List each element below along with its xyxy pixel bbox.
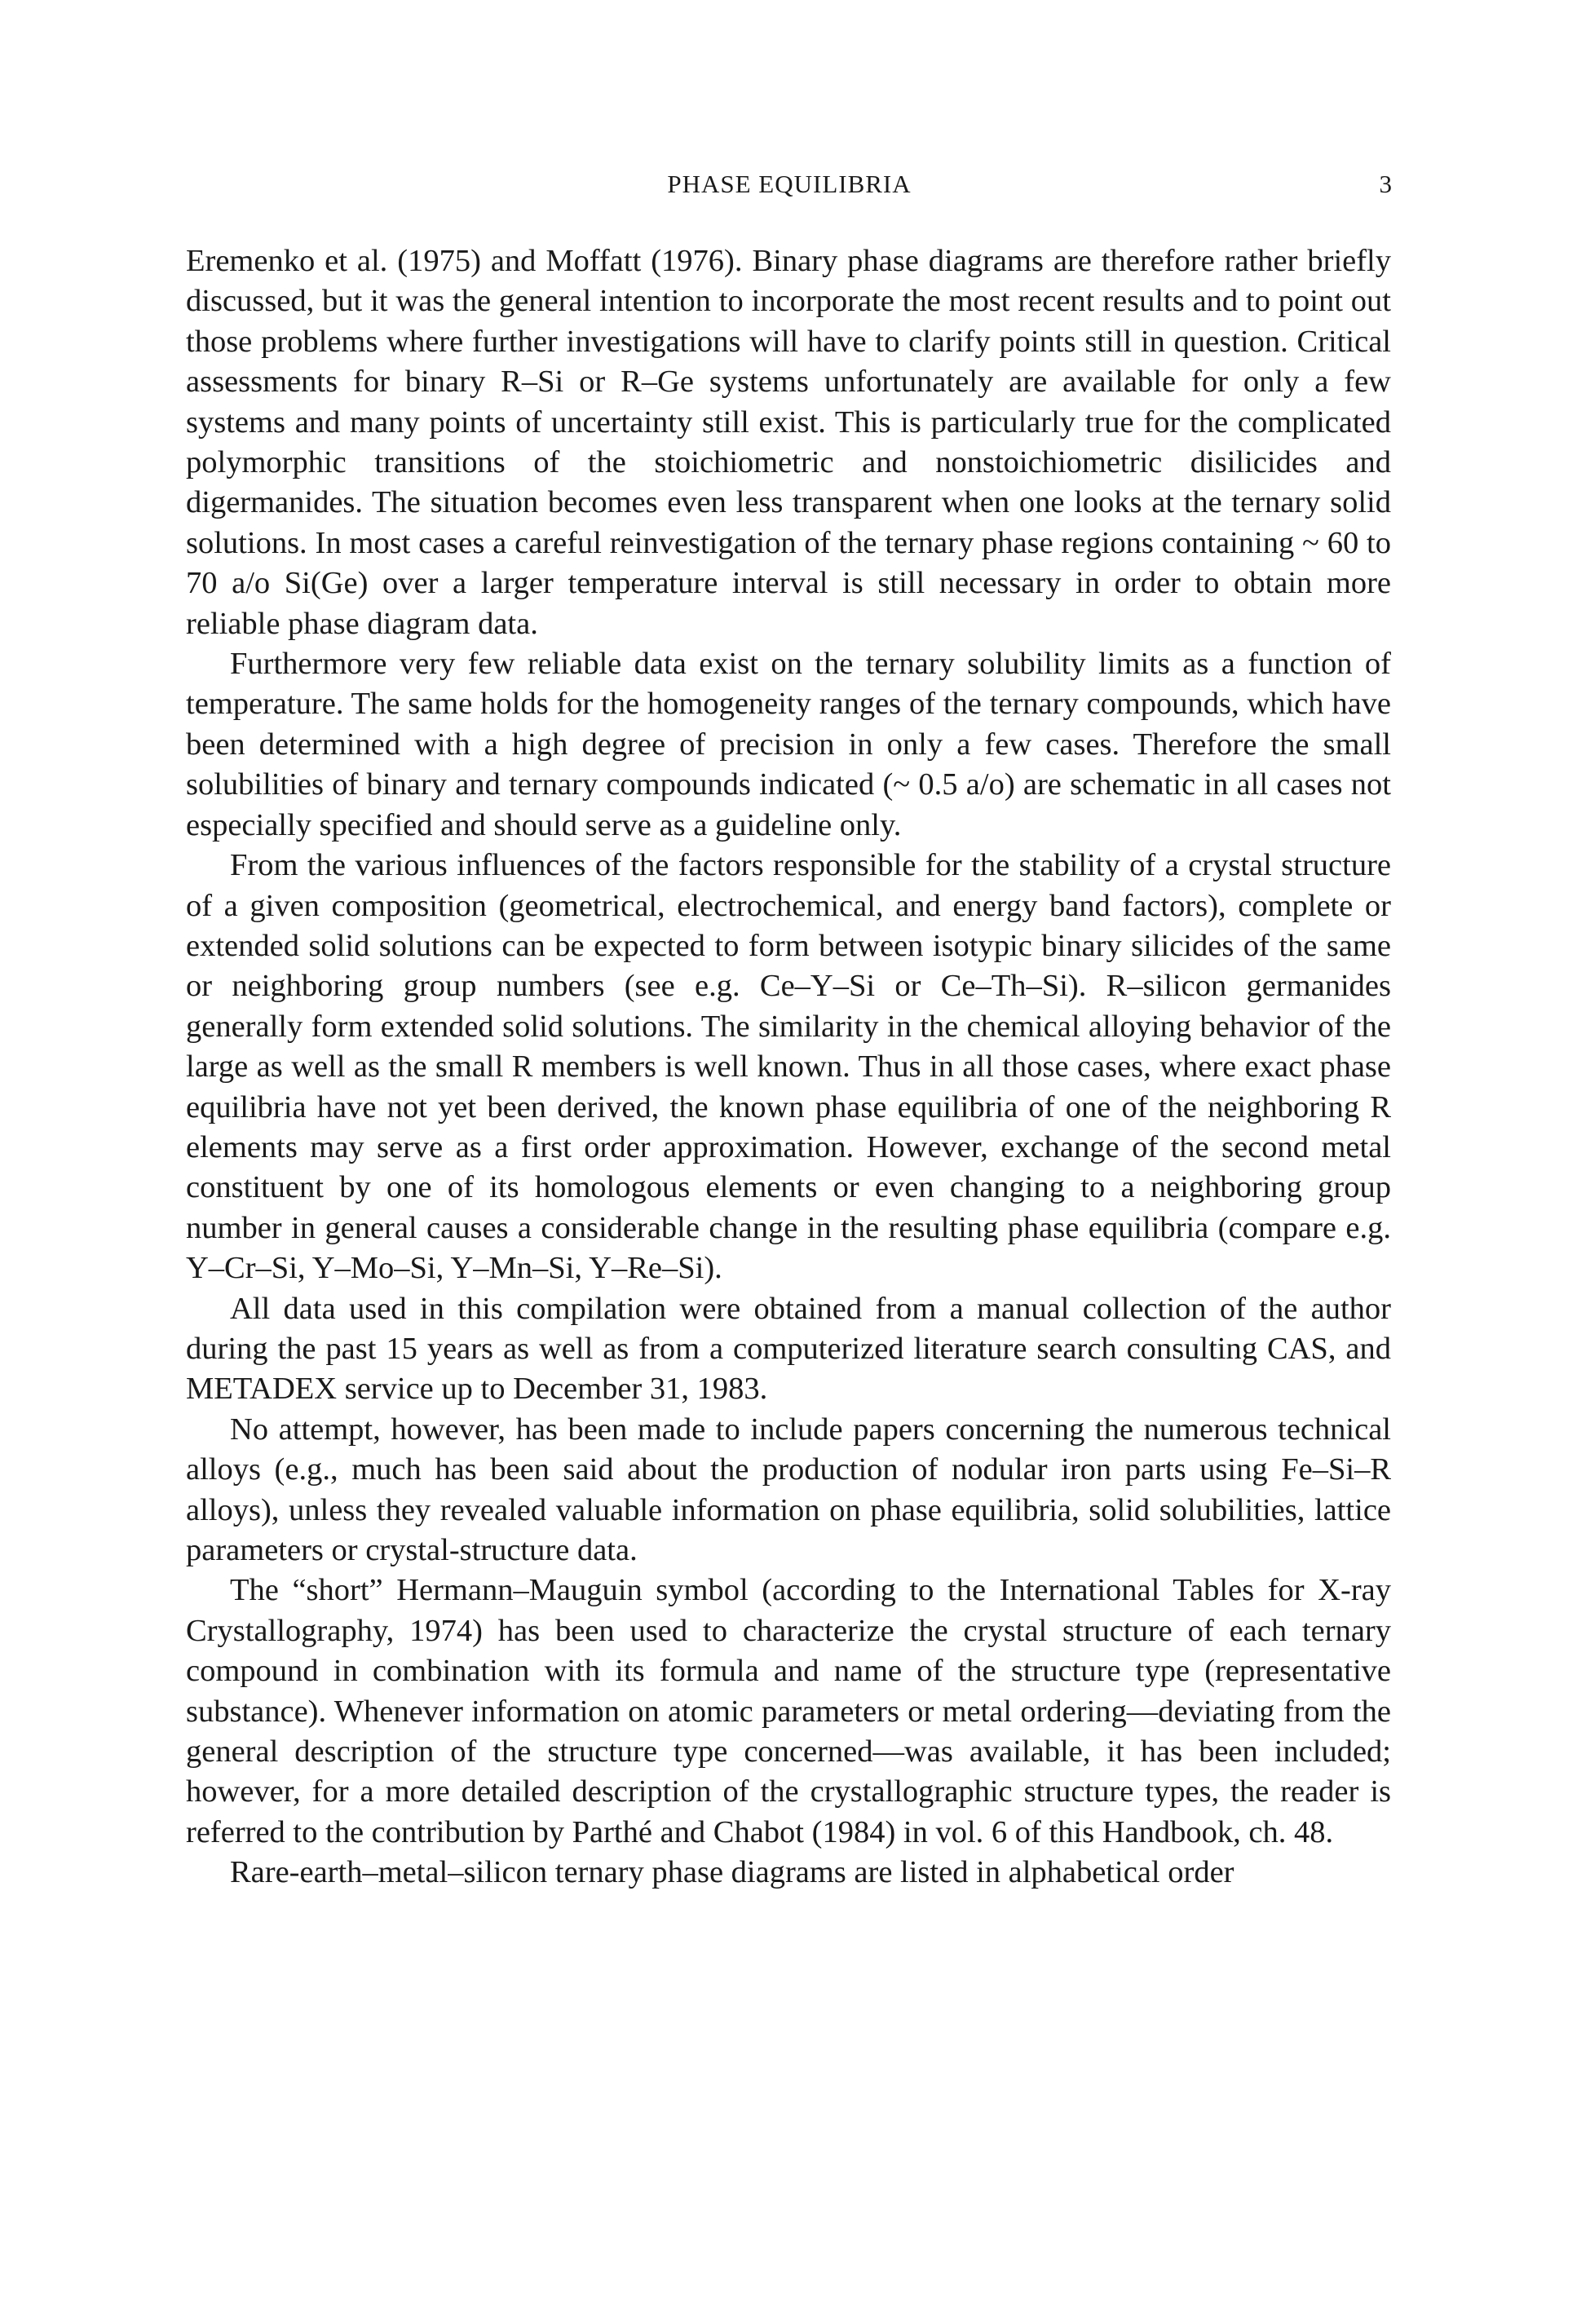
page-number: 3 — [1379, 170, 1393, 198]
paragraph: Furthermore very few reliable data exist on the ternary solubility limits as a function of temperature. The same holds for the homogeneity ranges of the ternary compounds, which have been determined with a high degree of precision in only a few cases. Therefore the small solubilities of binary and ternary compounds indicated (~ 0.5 a/o) are schematic in all cases not especially specified and should serve as a guideline only. — [186, 647, 1391, 842]
paragraph-continued: Eremenko et al. (1975) and Moffatt (1976). Binary phase diagrams are therefore rather briefly discussed, but it was the general intention to incorporate the most recent results and to point out those problems where further investigations will have to clarify points still in question. Critical assessments for binary R–Si or R–Ge systems unfortunately are available for only a few systems and many points of uncertainty still exist. This is particularly true for the complicated polymorphic transitions of the stoichiometric and nonstoichiometric disilicides and digermanides. The situation becomes even less transparent when one looks at the ternary solid solutions. In most cases a careful reinvestigation of the ternary phase regions containing ~ 60 to 70 a/o Si(Ge) over a larger temperature interval is still necessary in order to obtain more reliable phase diagram data. — [186, 244, 1391, 641]
paragraph-continues: Rare-earth–metal–silicon ternary phase diagrams are listed in alphabetical order — [230, 1855, 1234, 1890]
body-text — [186, 241, 1391, 1893]
paragraph: All data used in this compilation were obtained from a manual collection of the author during the past 15 years as well as from a computerized literature search consulting CAS, and METADEX service up to December 31, 1983. — [186, 1291, 1391, 1407]
paragraph: From the various influences of the factors responsible for the stability of a crystal structure of a given composition (geometrical, electrochemical, and energy band factors), complete or extended solid solutions can be expected to form between isotypic binary silicides of the same or neighboring group numbers (see e.g. Ce–Y–Si or Ce–Th–Si). R–silicon germanides generally form extended solid solutions. The similarity in the chemical alloying behavior of the large as well as the small R members is well known. Thus in all those cases, where exact phase equilibria have not yet been derived, the known phase equilibria of one of the neighboring R elements may serve as a first order approximation. However, exchange of the second metal constituent by one of its homologous elements or even changing to a neighboring group number in general causes a considerable change in the resulting phase equilibria (compare e.g. Y–Cr–Si, Y–Mo–Si, Y–Mn–Si, Y–Re–Si). — [186, 848, 1391, 1286]
running-title: PHASE EQUILIBRIA — [667, 170, 912, 198]
running-header — [186, 170, 1393, 205]
paragraph: No attempt, however, has been made to include papers concerning the numerous technical alloys (e.g., much has been said about the production of nodular iron parts using Fe–Si–R alloys), unless they revealed valuable information on phase equilibria, solid solubilities, lattice parameters or crystal-structure data. — [186, 1412, 1391, 1567]
paragraph: The “short” Hermann–Mauguin symbol (according to the International Tables for X-ray Crystallography, 1974) has been used to characterize the crystal structure of each ternary compound in combination with its formula and name of the structure type (representative substance). Whenever information on atomic parameters or metal ordering—deviating from the general description of the structure type concerned—was available, it has been included; however, for a more detailed description of the crystallographic structure types, the reader is referred to the contribution by Parthé and Chabot (1984) in vol. 6 of this Handbook, ch. 48. — [186, 1573, 1391, 1849]
